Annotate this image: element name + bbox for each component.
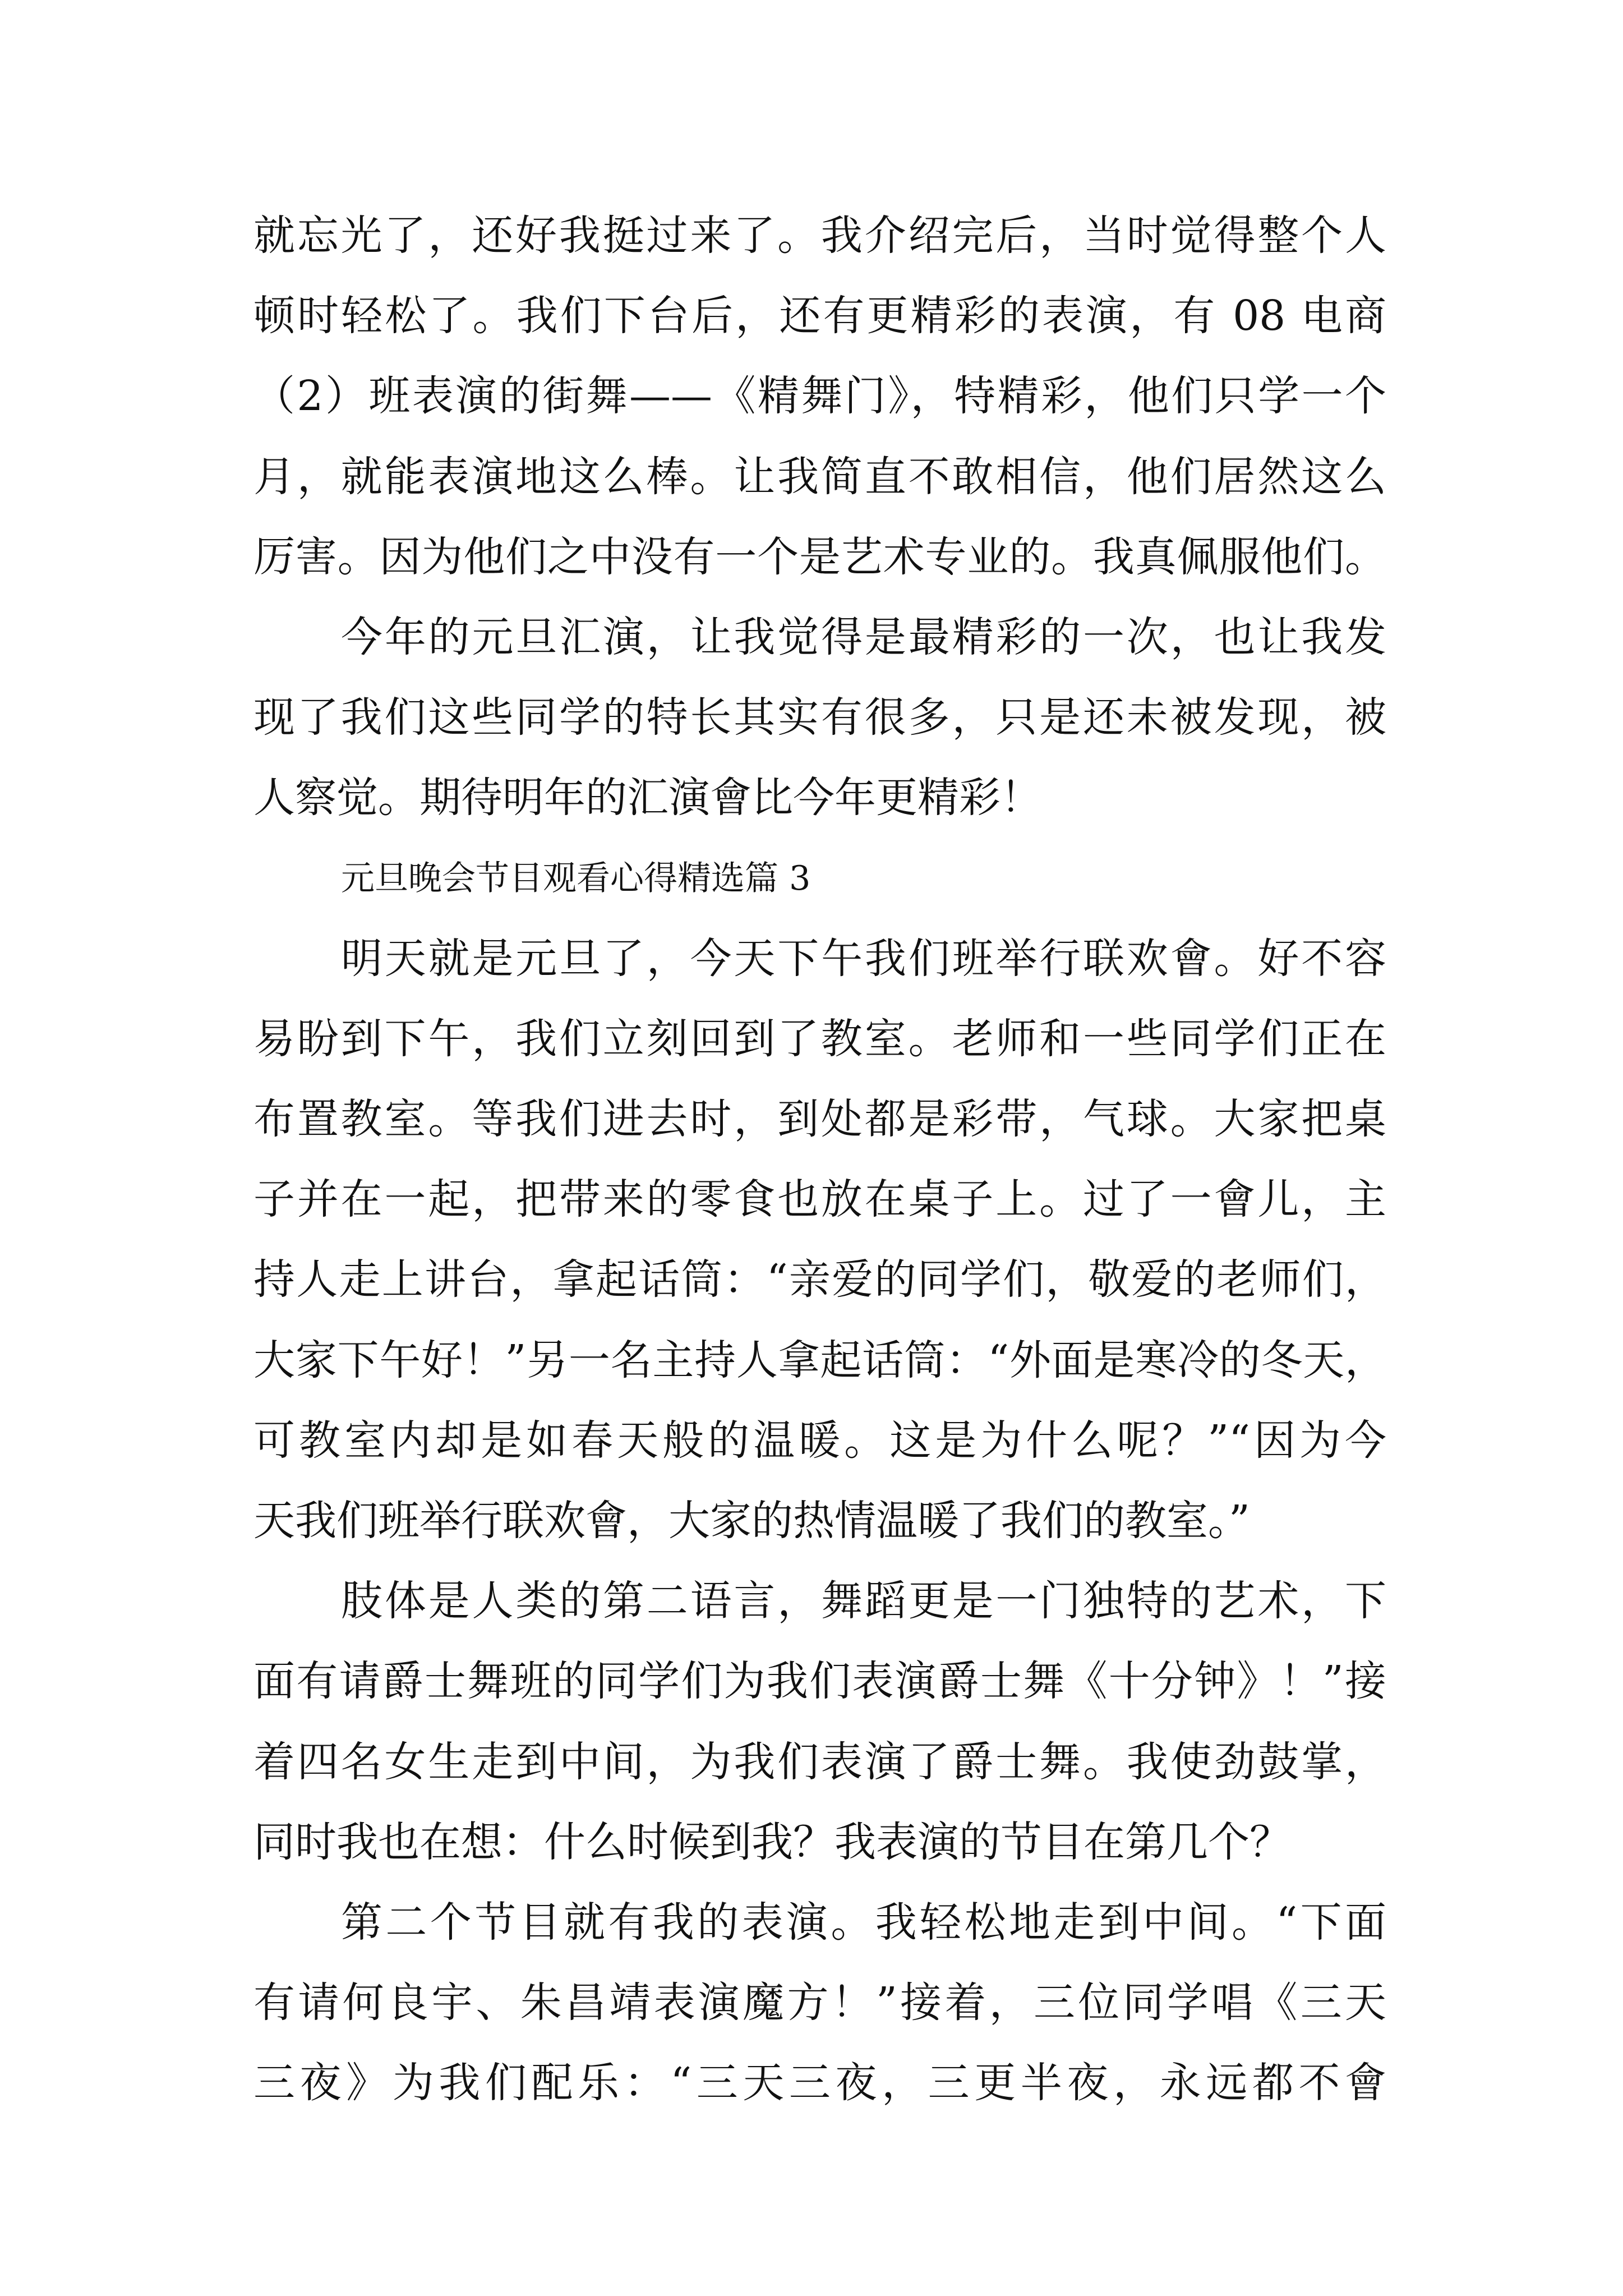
- text-line: 肢体是人类的第二语言，舞蹈更是一门独特的艺术，下: [341, 1577, 1386, 1626]
- paragraph: [253, 919, 1386, 1562]
- document-body: [253, 196, 1386, 2124]
- text-line: 今年的元旦汇演，让我觉得是最精彩的一次，也让我发: [341, 613, 1386, 661]
- paragraph: [253, 597, 1386, 839]
- text-line: 现了我们这些同学的特长其实有很多，只是还未被发现，被: [253, 693, 1386, 742]
- text-line: 就忘光了，还好我挺过来了。我介绍完后，当时觉得整个人: [253, 211, 1386, 260]
- paragraph: [253, 1561, 1386, 1883]
- text-line: 人察觉。期待明年的汇演會比今年更精彩！: [253, 774, 1042, 822]
- text-line: 易盼到下午，我们立刻回到了教室。老师和一些同学们正在: [253, 1014, 1386, 1063]
- text-line: 持人走上讲台，拿起话筒：“亲爱的同学们，敬爱的老师们，: [253, 1255, 1386, 1304]
- text-line: 顿时轻松了。我们下台后，还有更精彩的表演，有 08 电商: [253, 292, 1386, 341]
- text-line: （2）班表演的街舞——《精舞门》，特精彩，他们只学一个: [253, 372, 1386, 421]
- text-line: 三夜》为我们配乐：“三天三夜，三更半夜，永远都不會: [253, 2059, 1386, 2108]
- text-line: 大家下午好！”另一名主持人拿起话筒：“外面是寒冷的冬天，: [253, 1336, 1386, 1384]
- paragraph: [253, 196, 1386, 597]
- section-heading: 元旦晚会节目观看心得精选篇 3: [341, 858, 811, 898]
- text-line: 可教室内却是如春天般的温暖。这是为什么呢？”“因为今: [253, 1416, 1386, 1465]
- text-line: 着四名女生走到中间，为我们表演了爵士舞。我使劲鼓掌，: [253, 1737, 1386, 1786]
- text-line: 布置教室。等我们进去时，到处都是彩带，气球。大家把桌: [253, 1095, 1386, 1144]
- text-line: 有请何良宇、朱昌靖表演魔方！”接着，三位同学唱《三天: [253, 1978, 1386, 2027]
- text-line: 第二个节目就有我的表演。我轻松地走到中间。“下面: [341, 1898, 1386, 1947]
- text-line: 面有请爵士舞班的同学们为我们表演爵士舞《十分钟》！”接: [253, 1657, 1386, 1706]
- text-line: 天我们班举行联欢會，大家的热情温暖了我们的教室。”: [253, 1497, 1250, 1545]
- text-line: 子并在一起，把带来的零食也放在桌子上。过了一會儿，主: [253, 1175, 1386, 1224]
- text-line: 明天就是元旦了，今天下午我们班举行联欢會。好不容: [341, 934, 1386, 983]
- text-line: 月，就能表演地这么棒。让我简直不敢相信，他们居然这么: [253, 452, 1386, 501]
- paragraph: [253, 1883, 1386, 2124]
- text-line: 厉害。因为他们之中没有一个是艺术专业的。我真佩服他们。: [253, 532, 1386, 581]
- text-line: 同时我也在想：什么时候到我？我表演的节目在第几个？: [253, 1818, 1291, 1866]
